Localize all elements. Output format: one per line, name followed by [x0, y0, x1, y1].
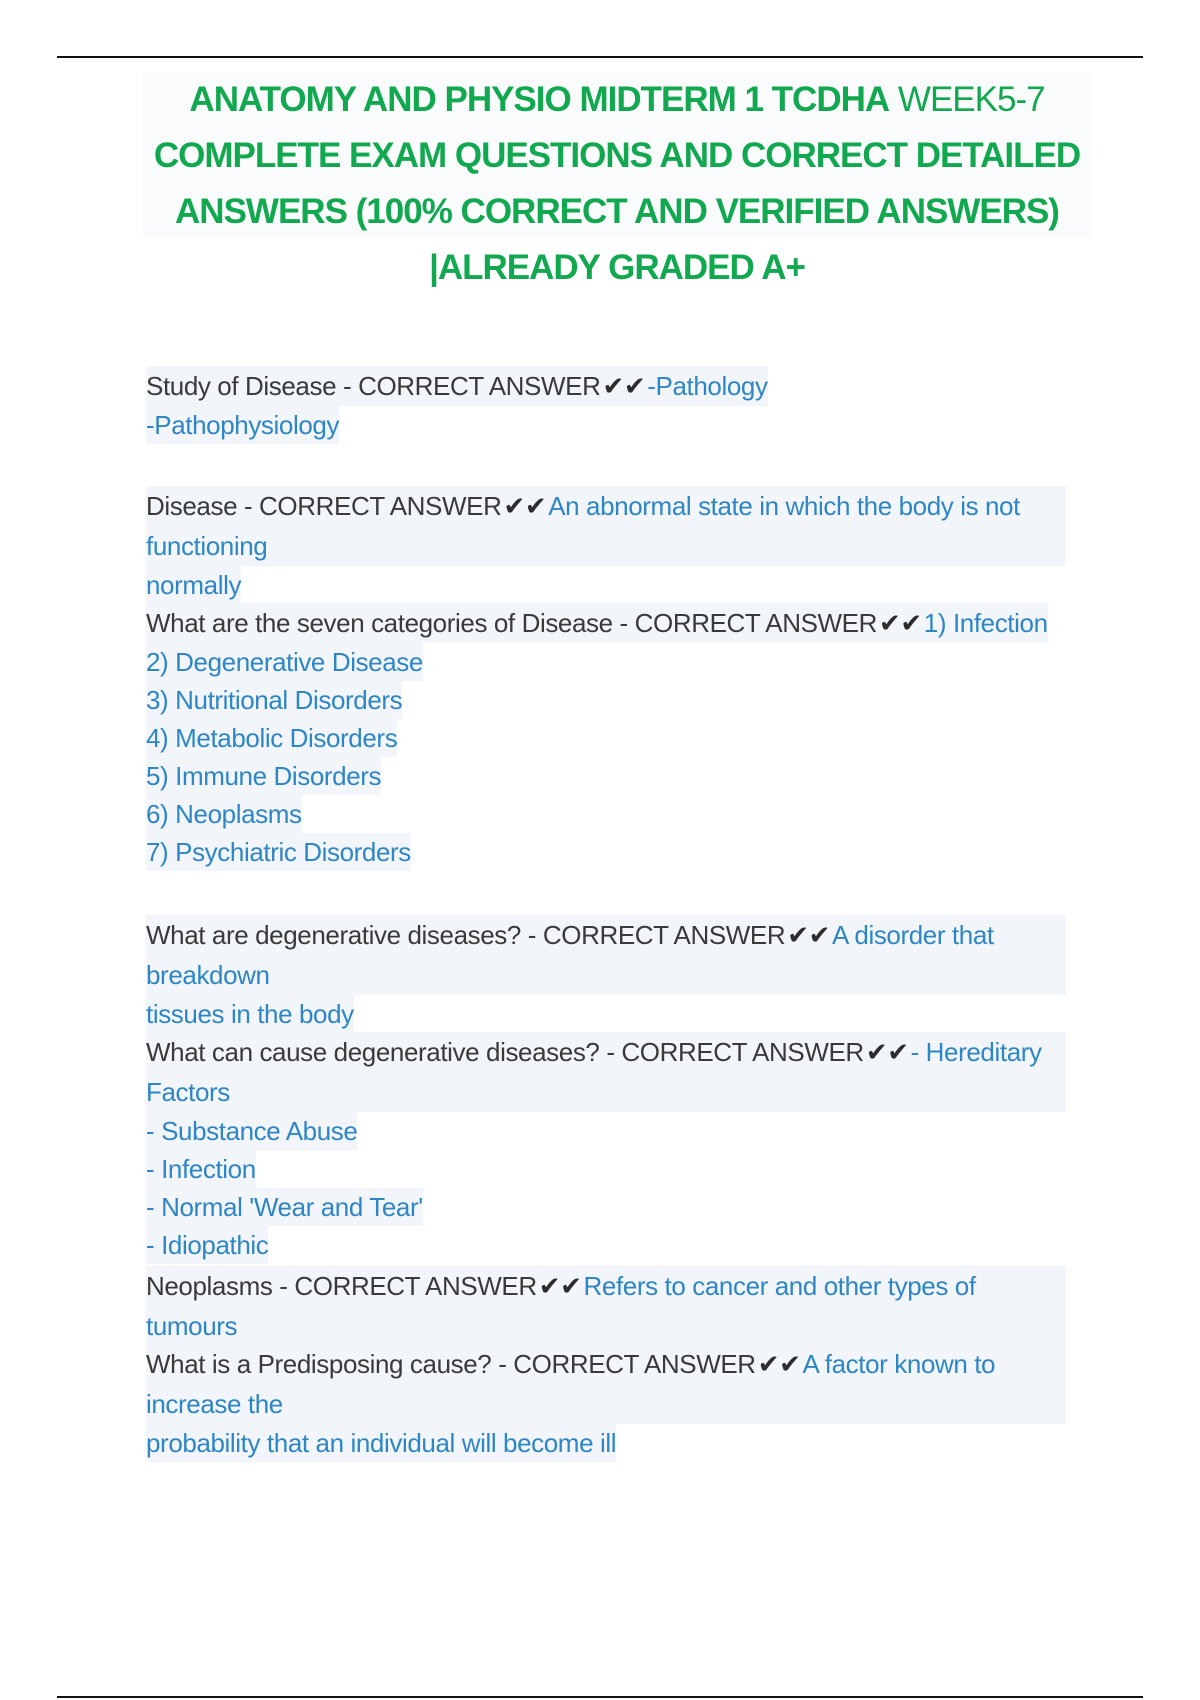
answer-line: probability that an individual will become ill: [146, 1424, 616, 1462]
correct-answer-marker: - CORRECT ANSWER: [606, 1037, 864, 1067]
double-check-icon: ✔✔: [503, 491, 547, 521]
answer-text: 1) Infection: [923, 608, 1048, 638]
answer-text: - Hereditary Factors: [146, 1037, 1042, 1107]
title-part-1: ANATOMY AND PHYSIO MIDTERM 1 TCDHA: [189, 80, 890, 119]
question-text: What is a Predisposing cause?: [146, 1349, 492, 1379]
question-text: Neoplasms: [146, 1271, 273, 1301]
double-check-icon: ✔✔: [865, 1037, 909, 1067]
correct-answer-marker: - CORRECT ANSWER: [527, 920, 786, 950]
answer-line: 2) Degenerative Disease: [146, 643, 423, 681]
question-text: What can cause degenerative diseases?: [146, 1037, 600, 1067]
answer-line: - Infection: [146, 1150, 256, 1188]
document-title: [143, 72, 1091, 287]
answer-line: 3) Nutritional Disorders: [146, 681, 402, 719]
correct-answer-marker: - CORRECT ANSWER: [342, 371, 601, 401]
qa-item-neoplasms: [146, 1266, 1066, 1346]
qa-item-disease: [146, 486, 1066, 604]
correct-answer-marker: - CORRECT ANSWER: [498, 1349, 756, 1379]
qa-item-degenerative-diseases: [146, 915, 1066, 1033]
title-part-2: WEEK5-7: [897, 80, 1045, 119]
answer-line: 4) Metabolic Disorders: [146, 719, 397, 757]
answer-line: 5) Immune Disorders: [146, 757, 381, 795]
correct-answer-marker: - CORRECT ANSWER: [243, 491, 502, 521]
answer-text: A factor known to increase the: [146, 1349, 996, 1419]
question-text: Study of Disease: [146, 371, 337, 401]
qa-item-predisposing-cause: [146, 1344, 1066, 1462]
answer-line: 7) Psychiatric Disorders: [146, 833, 411, 871]
question-text: What are the seven categories of Disease: [146, 608, 613, 638]
qa-item-study-of-disease: [146, 366, 1066, 444]
answer-text: A disorder that breakdown: [146, 920, 994, 990]
double-check-icon: ✔✔: [757, 1349, 801, 1379]
question-text: Disease: [146, 491, 238, 521]
answer-line: - Idiopathic: [146, 1226, 268, 1264]
bottom-rule: [57, 1696, 1143, 1698]
answer-text: Refers to cancer and other types of tumours: [146, 1271, 976, 1341]
answer-text: An abnormal state in which the body is not functioning: [146, 491, 1020, 561]
answer-line: - Substance Abuse: [146, 1112, 357, 1150]
answer-line: - Normal 'Wear and Tear': [146, 1188, 423, 1226]
qa-item-causes-degenerative: [146, 1032, 1066, 1264]
double-check-icon: ✔✔: [787, 920, 831, 950]
double-check-icon: ✔✔: [538, 1271, 582, 1301]
double-check-icon: ✔✔: [879, 608, 922, 638]
top-rule: [57, 56, 1143, 58]
question-text: What are degenerative diseases?: [146, 920, 521, 950]
double-check-icon: ✔✔: [602, 371, 646, 401]
answer-line: -Pathophysiology: [146, 406, 339, 444]
correct-answer-marker: - CORRECT ANSWER: [619, 608, 878, 638]
answer-line: normally: [146, 566, 241, 604]
qa-item-seven-categories: [146, 603, 1066, 871]
answer-line: 6) Neoplasms: [146, 795, 302, 833]
answer-text: -Pathology: [647, 371, 768, 401]
title-part-3: COMPLETE EXAM QUESTIONS AND CORRECT DETAILED ANSWERS (100% CORRECT AND VERIFIED ANSWERS) |ALREADY GRADED A+: [153, 136, 1081, 287]
correct-answer-marker: - CORRECT ANSWER: [279, 1271, 537, 1301]
answer-line: tissues in the body: [146, 995, 354, 1033]
